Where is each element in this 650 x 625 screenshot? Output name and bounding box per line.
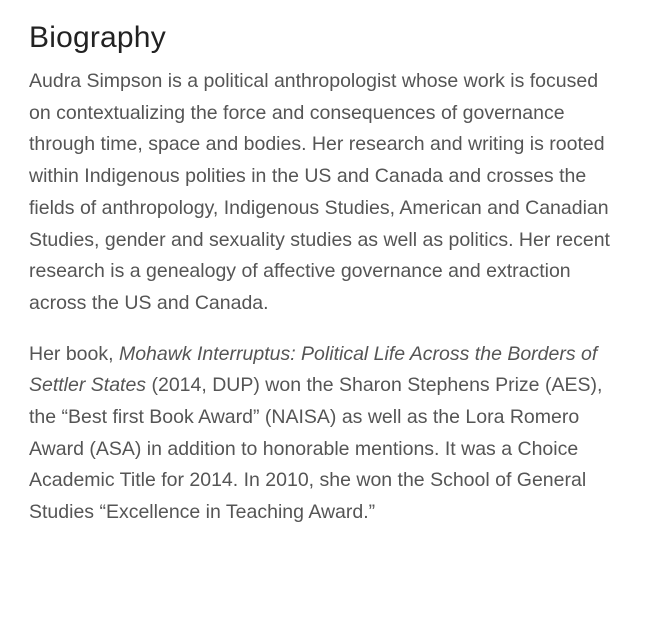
paragraph-2-body: (2014, DUP) won the Sharon Stephens Prize (AES), the “Best first Book Award” (NAISA) as well as the Lora Romero Award (ASA) in addition to honorable mentions. It was a Choice Academic Title for 2014. In 2010, she won the School of General Studies “Excellence in Teaching Award.”	[29, 374, 603, 524]
book-title: Mohawk Interruptus: Political Life Across the Borders of Settler States	[29, 342, 598, 397]
biography-paragraph-1: Audra Simpson is a political anthropologist whose work is focused on contextualizing the force and consequences of governance through time, space and bodies. Her research and writing is rooted within Indigenous polities in the US and Canada and crosses the fields of anthropology, Indigenous Studies, American and Canadian Studies, gender and sexuality studies as well as politics. Her recent research is a genealogy of affective governance and extraction across the US and Canada.	[29, 70, 610, 314]
biography-heading: Biography	[29, 21, 166, 54]
biography-section	[29, 18, 619, 529]
paragraph-2-intro: Her book,	[29, 342, 119, 365]
biography-paragraph-2	[29, 339, 619, 529]
